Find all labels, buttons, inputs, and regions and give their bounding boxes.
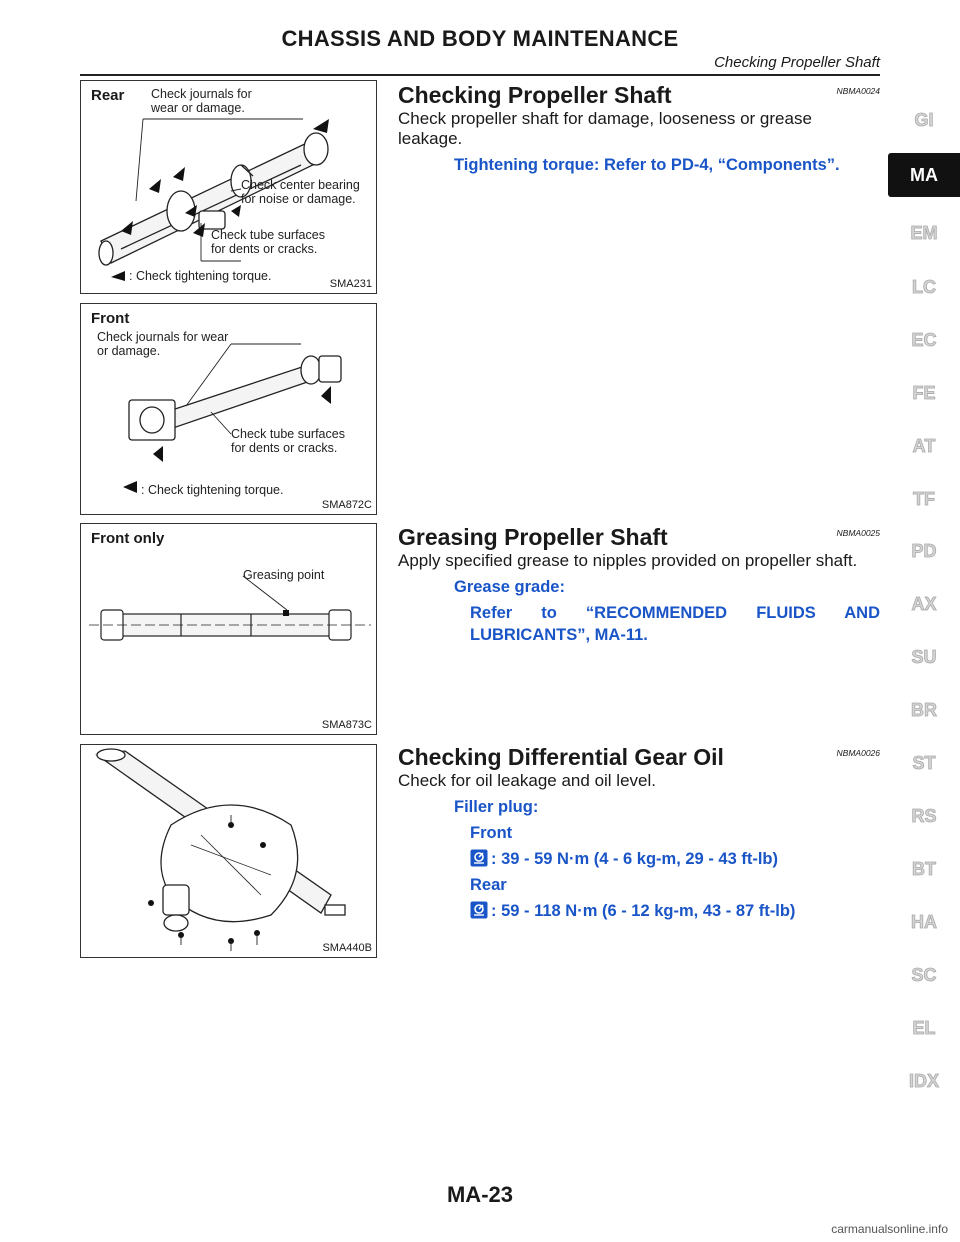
page-number: MA-23 <box>446 1182 513 1207</box>
section-code-checking-shaft: NBMA0024 <box>836 86 880 96</box>
rear-ann-journals-1: Check journals for <box>151 87 252 101</box>
front-ann-journals-2: or damage. <box>97 344 161 358</box>
rear-shaft-drawing <box>81 81 376 293</box>
front-torque-row <box>398 848 880 870</box>
front-ann-tube-1: Check tube surfaces <box>231 427 345 441</box>
tab-rs[interactable]: RS <box>911 805 937 826</box>
front-ann-journals-1: Check journals for wear <box>97 330 229 344</box>
front-ann-tube-2: for dents or cracks. <box>231 441 338 455</box>
tab-fe[interactable]: FE <box>912 382 936 403</box>
tab-br[interactable]: BR <box>911 699 937 720</box>
rear-ann-tube-2: for dents or cracks. <box>211 242 318 256</box>
figure-front-only <box>80 523 377 735</box>
grease-grade-label: Grease grade: <box>454 578 565 596</box>
rear-ann-journals-2: wear or damage. <box>151 101 245 115</box>
rear-label: Rear <box>470 876 507 894</box>
torque-wrench-icon <box>470 849 488 867</box>
tab-ma[interactable]: MA <box>888 153 960 197</box>
rear-torque-row <box>398 900 880 922</box>
header-subtitle: Checking Propeller Shaft <box>714 54 880 71</box>
tab-bt[interactable]: BT <box>912 858 936 879</box>
front-shaft-drawing <box>81 304 376 514</box>
figure-front-only-label: Front only <box>91 530 165 547</box>
ann-greasing-point: Greasing point <box>243 568 325 582</box>
tab-idx[interactable]: IDX <box>908 1070 939 1091</box>
section-body-greasing-shaft: Apply specified grease to nipples provided on propeller shaft. <box>398 551 858 570</box>
rear-ann-tube-1: Check tube surfaces <box>211 228 325 242</box>
figure-front-shaft <box>80 303 377 515</box>
section-title-checking-shaft: Checking Propeller Shaft <box>398 82 672 108</box>
section-code-greasing-shaft: NBMA0025 <box>836 528 880 538</box>
tab-em[interactable]: EM <box>910 222 938 243</box>
rear-torque-value: : 59 - 118 N·m (6 - 12 kg-m, 43 - 87 ft-lb) <box>491 902 796 920</box>
section-title-diff-oil: Checking Differential Gear Oil <box>398 744 724 770</box>
figure-rear-label: Rear <box>91 87 125 104</box>
tab-lc[interactable]: LC <box>912 276 936 297</box>
tab-gi[interactable]: GI <box>914 109 934 130</box>
figure-front-only-id: SMA873C <box>321 719 372 731</box>
section-code-diff-oil: NBMA0026 <box>836 748 880 758</box>
section-greasing-propeller-shaft <box>398 524 880 646</box>
front-torque-value: : 39 - 59 N·m (4 - 6 kg-m, 29 - 43 ft-lb) <box>491 850 778 868</box>
differential-drawing <box>81 745 376 957</box>
rear-ann-bearing-2: for noise or damage. <box>241 192 356 206</box>
section-body-checking-shaft: Check propeller shaft for damage, looseness or grease leakage. <box>398 109 812 148</box>
grease-grade-ref-line1[interactable]: Refer to “RECOMMENDED FLUIDS AND <box>470 604 880 622</box>
header-title: CHASSIS AND BODY MAINTENANCE <box>281 26 679 51</box>
tab-ax[interactable]: AX <box>911 593 937 614</box>
torque-reference-link[interactable]: Tightening torque: Refer to PD-4, “Components”. <box>454 156 840 174</box>
tab-sc[interactable]: SC <box>911 964 937 985</box>
front-ann-legend: : Check tightening torque. <box>141 483 284 497</box>
header-rule <box>80 74 880 76</box>
figure-rear-shaft <box>80 80 377 294</box>
tab-el[interactable]: EL <box>912 1017 936 1038</box>
section-title-greasing-shaft: Greasing Propeller Shaft <box>398 524 668 550</box>
tab-su[interactable]: SU <box>911 646 937 667</box>
tab-st[interactable]: ST <box>912 752 936 773</box>
tab-tf[interactable]: TF <box>913 488 935 509</box>
figure-front-label: Front <box>91 310 130 327</box>
figure-differential <box>80 744 377 958</box>
front-label: Front <box>470 824 513 842</box>
section-checking-diff-oil <box>398 744 880 922</box>
tab-at[interactable]: AT <box>912 435 936 456</box>
section-checking-propeller-shaft <box>398 82 880 176</box>
tab-ha[interactable]: HA <box>911 911 937 932</box>
grease-grade-ref-line2[interactable]: LUBRICANTS”, MA-11. <box>470 626 648 644</box>
section-body-diff-oil: Check for oil leakage and oil level. <box>398 771 656 790</box>
figure-rear-id: SMA231 <box>329 278 372 290</box>
tab-pd[interactable]: PD <box>911 540 937 561</box>
watermark[interactable]: carmanualsonline.info <box>831 1222 948 1236</box>
rear-ann-bearing-1: Check center bearing <box>241 178 360 192</box>
greasing-drawing <box>81 524 376 734</box>
tab-ec[interactable]: EC <box>911 329 937 350</box>
filler-plug-label: Filler plug: <box>454 798 539 816</box>
torque-wrench-icon <box>470 901 488 919</box>
figure-differential-id: SMA440B <box>322 942 372 954</box>
rear-ann-legend: : Check tightening torque. <box>129 269 272 283</box>
figure-front-id: SMA872C <box>321 499 372 511</box>
